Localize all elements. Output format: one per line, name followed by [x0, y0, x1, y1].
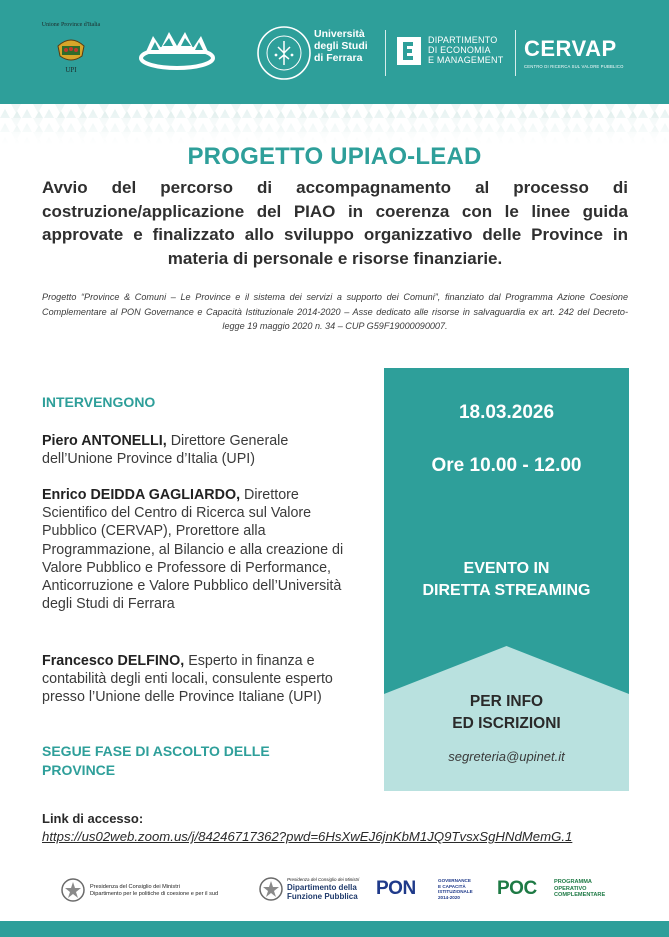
speaker-item	[42, 432, 342, 468]
event-mode-line: EVENTO IN	[463, 560, 550, 577]
unife-name: Università degli Studi di Ferrara	[314, 28, 368, 64]
footer-logos	[0, 870, 669, 910]
speaker-name: Francesco DELFINO,	[42, 653, 185, 669]
info-heading-line: ED ISCRIZIONI	[452, 715, 561, 732]
header-divider	[515, 30, 516, 76]
event-time: Ore 10.00 - 12.00	[431, 455, 582, 476]
pcm-line: Presidenza del Consiglio dei Ministri	[90, 884, 180, 890]
pon-text: GOVERNANCE E CAPACITÀ ISTITUZIONALE 2014-2020	[438, 878, 473, 900]
speaker-role: Direttore Generale dell’Unione Province d’Italia (UPI)	[42, 433, 289, 468]
header-divider	[385, 30, 386, 76]
pcm-line: Dipartimento per le politiche di coesione e per il sud	[90, 891, 219, 897]
poc-logo: POC	[497, 878, 537, 899]
speaker-role: Direttore Scientifico del Centro di Ricerca sul Valore Pubblico (CERVAP), Prorettore alla Programmazione, al Bilancio e alla creazione di Valore Pubblico e Professore di Performance, Anticorruzione e Valore Pubblico dell’Università degli Studi di Ferrara	[42, 487, 344, 613]
event-description: Avvio del percorso di accompagnamento al processo di costruzione/applicazione del PIAO in coerenza con le linee guida approvate e finalizzato allo sviluppo organizzativo delle Province in materia di personale e risorse finanziarie.	[42, 178, 628, 268]
page-title: PROGETTO UPIAO-LEAD	[187, 143, 482, 170]
dfp-small: Presidenza del Consiglio dei Ministri	[287, 877, 360, 882]
poc-text: PROGRAMMA OPERATIVO COMPLEMENTARE	[554, 879, 606, 899]
event-date: 18.03.2026	[458, 402, 555, 423]
upi-logo-bottom-text: UPI	[65, 66, 77, 74]
decorative-pattern	[0, 104, 669, 144]
cervap-subtitle: CENTRO DI RICERCA SUL VALORE PUBBLICO	[524, 64, 624, 69]
speakers-section	[42, 394, 352, 778]
bottom-bar	[0, 921, 669, 937]
dfp-emblem-icon	[258, 874, 284, 904]
header-bar	[0, 0, 669, 104]
access-label: Link di accesso:	[42, 811, 144, 826]
funding-note: Progetto “Province & Comuni – Le Province e il sistema dei servizi a supporto dei Comuni”, finanziato dal Programma Azione Coesione Complementare al PON Governance e Capacità Istituzionale 2014-2020 – Asse dedicato alle risorse in salvaguardia ex art. 242 del Decreto-legge 19 maggio 2020 n. 34 – CUP G59F19000090007.	[42, 292, 628, 331]
unife-seal-icon	[256, 25, 312, 81]
speakers-heading: INTERVENGONO	[42, 394, 156, 410]
speaker-role: Esperto in finanza e contabilità degli enti locali, consulente esperto presso l’Unione delle Province Italiane (UPI)	[42, 653, 333, 706]
contact-email[interactable]: segreteria@upinet.it	[448, 749, 565, 764]
upi-emblem-icon	[54, 34, 88, 64]
follow-up-note: SEGUE FASE DI ASCOLTO DELLE PROVINCE	[42, 743, 270, 778]
triangle-pattern-icon	[0, 104, 669, 144]
dem-logo-icon	[396, 36, 422, 66]
speaker-item	[42, 652, 352, 707]
arena-logo-icon	[137, 20, 217, 76]
upi-logo-top-text: Unione Province d'Italia	[41, 22, 101, 28]
info-heading-line: PER INFO	[469, 693, 544, 710]
speaker-name: Enrico DEIDDA GAGLIARDO,	[42, 487, 241, 503]
dfp-line: Dipartimento della	[287, 883, 357, 892]
pcm-text	[90, 884, 250, 898]
event-mode	[384, 558, 629, 602]
dfp-line: Funzione Pubblica	[287, 892, 358, 901]
dem-name: DIPARTIMENTO DI ECONOMIA E MANAGEMENT	[428, 35, 504, 65]
speaker-name: Piero ANTONELLI,	[42, 433, 167, 449]
event-info-panel	[384, 368, 629, 791]
upi-logo	[38, 22, 104, 74]
info-heading	[384, 691, 629, 735]
cervap-logo-text: CERVAP	[524, 36, 617, 61]
italian-republic-emblem-icon	[60, 876, 86, 904]
speaker-item	[42, 486, 347, 613]
zoom-link[interactable]: https://us02web.zoom.us/j/84246717362?pwd=6HsXwEJ6jnKbM1JQ9TvsxSgHNdMemG.1	[42, 829, 573, 844]
dfp-text	[287, 876, 377, 901]
pon-logo: PON	[376, 878, 416, 899]
event-mode-line: DIRETTA STREAMING	[422, 582, 591, 599]
